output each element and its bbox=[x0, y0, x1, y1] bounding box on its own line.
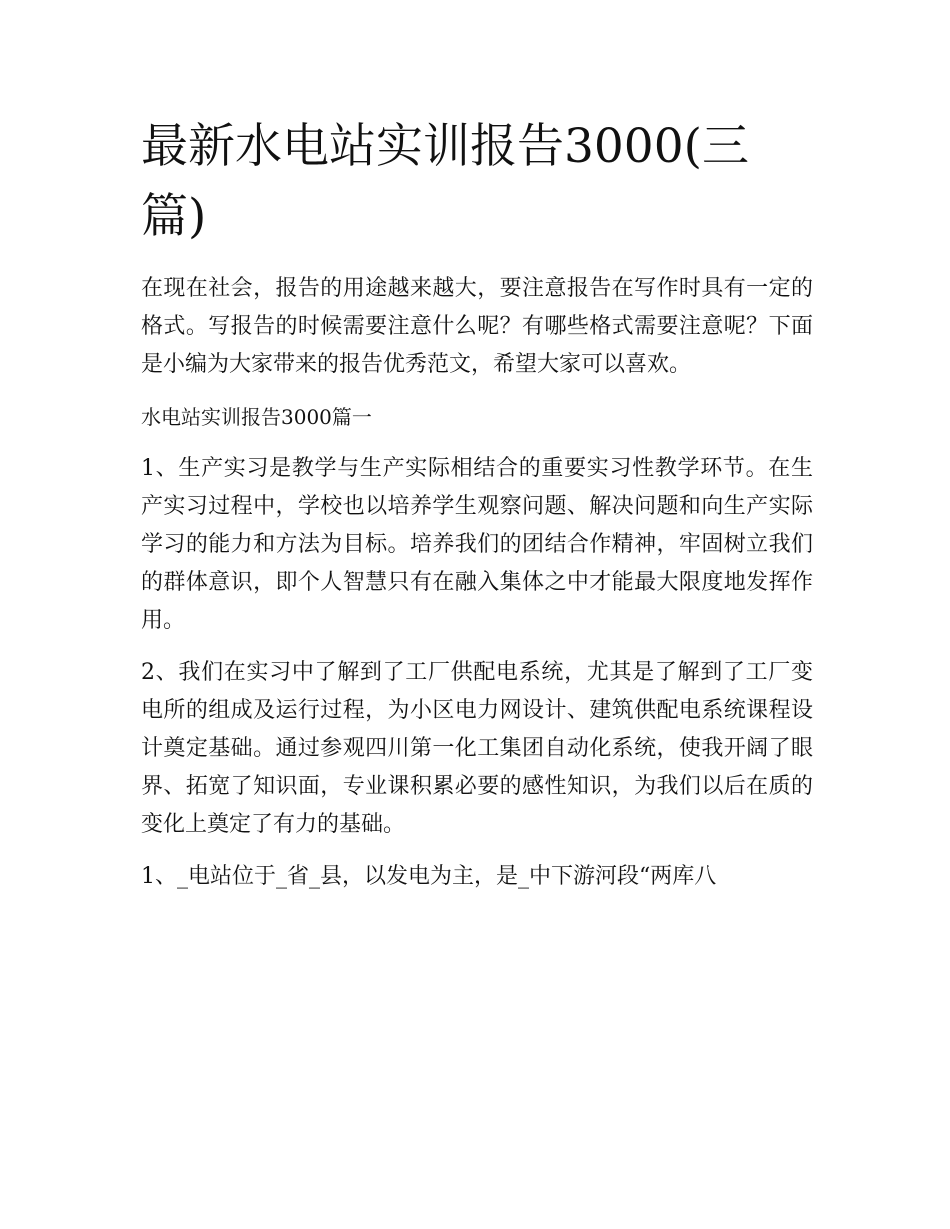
body-paragraph-2: 2、我们在实习中了解到了工厂供配电系统，尤其是了解到了工厂变电所的组成及运行过程，为小区电力网设计、建筑供配电系统课程设计奠定基础。通过参观四川第一化工集团自动化系统，使我开阔了眼界、拓宽了知识面，专业课积累必要的感性知识，为我们以后在质的变化上奠定了有力的基础。 bbox=[141, 660, 813, 837]
title-line-2: 篇) bbox=[141, 189, 207, 244]
body-paragraph-1: 1、生产实习是教学与生产实际相结合的重要实习性教学环节。在生产实习过程中，学校也以培养学生观察问题、解决问题和向生产实际学习的能力和方法为目标。培养我们的团结合作精神，牢固树立我们的群体意识，即个人智慧只有在融入集体之中才能最大限度地发挥作用。 bbox=[141, 456, 813, 633]
title-line-1: 最新水电站实训报告3000(三 bbox=[141, 119, 749, 174]
document-body bbox=[141, 270, 813, 896]
document-title bbox=[141, 112, 813, 252]
body-paragraph-3: 1、_电站位于_省_县，以发电为主，是_中下游河段“两库八 bbox=[141, 864, 717, 889]
document-page bbox=[141, 112, 813, 910]
intro-paragraph: 在现在社会，报告的用途越来越大，要注意报告在写作时具有一定的格式。写报告的时候需要注意什么呢？有哪些格式需要注意呢？下面是小编为大家带来的报告优秀范文，希望大家可以喜欢。 bbox=[141, 276, 813, 377]
section-heading: 水电站实训报告3000篇一 bbox=[141, 405, 372, 429]
